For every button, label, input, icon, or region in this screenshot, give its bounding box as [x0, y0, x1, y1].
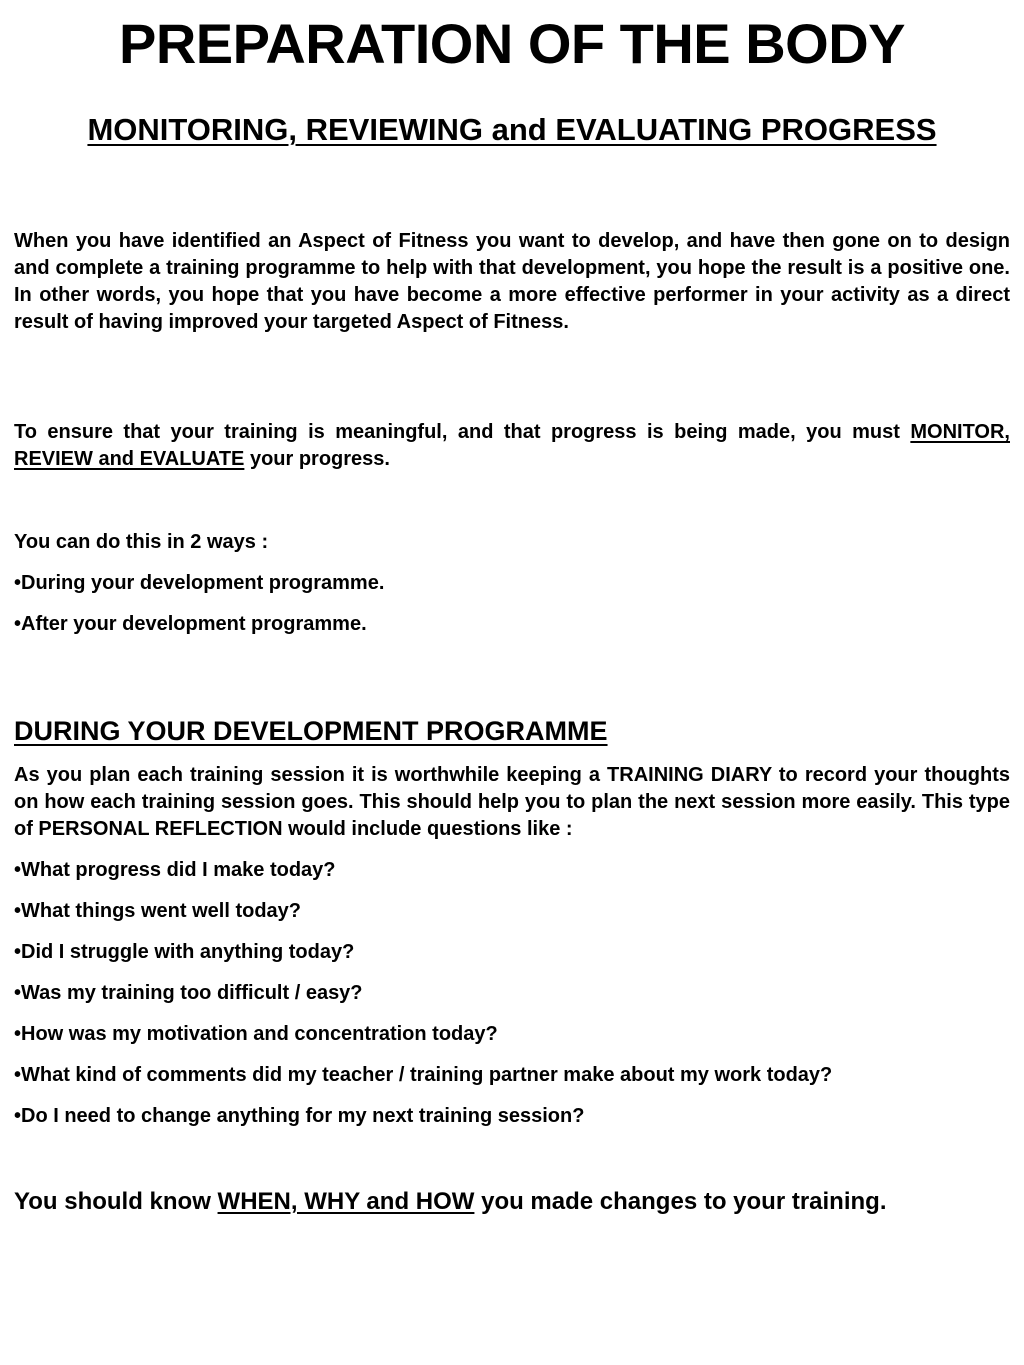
question-item: •Was my training too difficult / easy?	[14, 982, 363, 1004]
question-item: •Do I need to change anything for my next training session?	[14, 1105, 585, 1127]
ways-intro: You can do this in 2 ways :	[14, 531, 269, 553]
list-item: •During your development programme.	[14, 572, 385, 594]
question-item: •What kind of comments did my teacher / training partner make about my work today?	[14, 1064, 833, 1086]
question-item: •What things went well today?	[14, 900, 302, 922]
ensure-text-after: your progress.	[244, 448, 390, 470]
question-item: •What progress did I make today?	[14, 859, 336, 881]
question-item: •Did I struggle with anything today?	[14, 941, 355, 963]
list-item: •After your development programme.	[14, 613, 367, 635]
closing-text-before: You should know	[14, 1188, 218, 1215]
intro-paragraph: When you have identified an Aspect of Fitness you want to develop, and have then gone on to design and complete a training programme to help with that development, you hope the result is a positive one. In other words, you hope that you have become a more effective performer in your activity as a direct result of having improved your targeted Aspect of Fitness.	[14, 230, 1010, 333]
ensure-emphasis: MONITOR, REVIEW and EVALUATE	[14, 421, 1010, 470]
question-item: •How was my motivation and concentration today?	[14, 1023, 498, 1045]
ensure-text-before: To ensure that your training is meaningful, and that progress is being made, you must	[14, 421, 911, 443]
page-subtitle: MONITORING, REVIEWING and EVALUATING PROGRESS	[87, 112, 937, 147]
page-title: PREPARATION OF THE BODY	[118, 12, 905, 75]
closing-statement	[14, 1186, 887, 1218]
closing-text-after: you made changes to your training.	[474, 1188, 887, 1215]
ensure-paragraph	[14, 419, 1010, 473]
closing-emphasis: WHEN, WHY and HOW	[217, 1188, 475, 1215]
during-paragraph: As you plan each training session it is worthwhile keeping a TRAINING DIARY to record your thoughts on how each training session goes. This should help you to plan the next session more easily. This type of PERSONAL REFLECTION would include questions like :	[14, 764, 1010, 840]
section-heading: DURING YOUR DEVELOPMENT PROGRAMME	[14, 716, 608, 746]
